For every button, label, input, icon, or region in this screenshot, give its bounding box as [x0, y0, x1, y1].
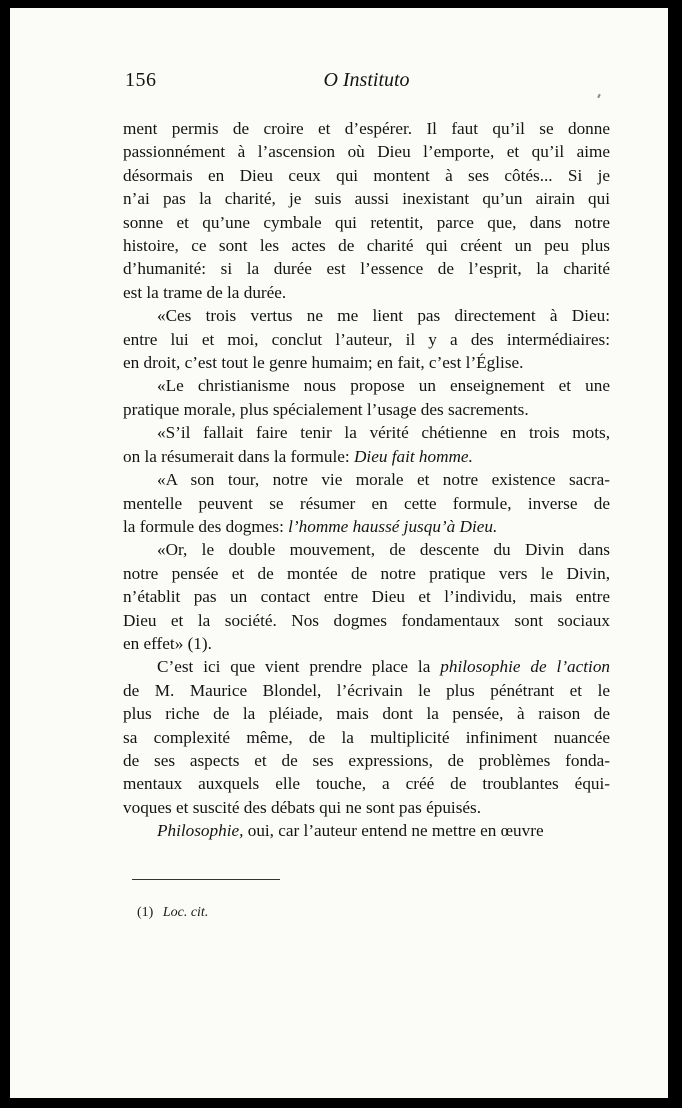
page-number: 156	[125, 69, 157, 91]
text-line: pratique morale, plus spécialement l’usage des sacrements.	[123, 399, 529, 419]
text-line: «Ces trois vertus ne me lient pas directement à Dieu:	[157, 306, 610, 326]
footnote-rule	[132, 879, 280, 880]
text-line: n’établit pas un contact entre Dieu et l’individu, mais entre	[123, 587, 610, 607]
text-line: sonne et qu’une cymbale qui retentit, parce que, dans notre	[123, 212, 610, 232]
text-line: passionnément à l’ascension où Dieu l’emporte, et qu’il aime	[123, 142, 610, 162]
text-line: ment permis de croire et d’espérer. Il faut qu’il se donne	[123, 119, 610, 138]
italic-phrase: Dieu fait homme.	[354, 446, 473, 466]
footnote	[137, 905, 208, 921]
running-title: O Instituto	[323, 69, 410, 91]
text-line: est la trame de la durée.	[123, 282, 287, 302]
body-text	[123, 117, 610, 843]
text-line: la formule des dogmes: l’homme haussé jusqu’à Dieu.	[123, 516, 498, 536]
text-line: Philosophie, oui, car l’auteur entend ne mettre en œuvre	[157, 821, 544, 841]
text-line: notre pensée et de montée de notre pratique vers le Divin,	[123, 563, 610, 583]
text-line: «S’il fallait faire tenir la vérité chétienne en trois mots,	[157, 423, 610, 443]
text-line: en effet» (1).	[123, 633, 212, 653]
paragraph	[123, 538, 610, 655]
text-line: entre lui et moi, conclut l’auteur, il y a des intermédiaires:	[123, 329, 610, 349]
text-line: plus riche de la pléiade, mais dont la pensée, à raison de	[123, 704, 610, 724]
text-line: désormais en Dieu ceux qui montent à ses côtés... Si je	[123, 165, 610, 185]
text-line: mentaux auxquels elle touche, a créé de troublantes équi-	[123, 774, 610, 794]
text-line: histoire, ce sont les actes de charité qui créent un peu plus	[123, 236, 610, 256]
paragraph	[123, 304, 610, 374]
paragraph	[123, 374, 610, 421]
text-line: on la résumerait dans la formule: Dieu fait homme.	[123, 446, 473, 466]
page-header	[123, 66, 610, 96]
text-line: sa complexité même, de la multiplicité infiniment nuancée	[123, 727, 610, 747]
page-frame	[10, 8, 668, 1098]
footnote-citation: Loc. cit.	[162, 905, 209, 920]
document-page	[123, 66, 610, 843]
text-line: C’est ici que vient prendre place la philosophie de l’action	[157, 657, 611, 677]
text-line: «A son tour, notre vie morale et notre existence sacra-	[157, 470, 610, 490]
italic-phrase: Philosophie,	[157, 821, 244, 841]
italic-phrase: philosophie de l’action	[440, 657, 611, 677]
paragraph	[123, 421, 610, 468]
text-line: de M. Maurice Blondel, l’écrivain le plus pénétrant et le	[123, 680, 610, 700]
paragraph	[123, 819, 610, 842]
text-line: n’ai pas la charité, je suis aussi inexistant qu’un airain qui	[123, 189, 610, 209]
paragraph	[123, 117, 610, 304]
paragraph	[123, 655, 610, 819]
paragraph	[123, 468, 610, 538]
text-line: en droit, c’est tout le genre humaim; en fait, c’est l’Église.	[123, 353, 524, 373]
text-line: «Le christianisme nous propose un enseignement et une	[157, 376, 610, 396]
text-line: mentelle peuvent se résumer en cette formule, inverse de	[123, 493, 610, 513]
text-line: voques et suscité des débats qui ne sont pas épuisés.	[123, 797, 482, 817]
text-line: «Or, le double mouvement, de descente du Divin dans	[157, 540, 610, 560]
text-line: de ses aspects et de ses expressions, de problèmes fonda-	[123, 750, 610, 770]
italic-phrase: l’homme haussé jusqu’à Dieu.	[288, 516, 498, 536]
text-line: Dieu et la société. Nos dogmes fondamentaux sont sociaux	[123, 610, 610, 630]
footnote-ref: (1)	[137, 905, 154, 920]
text-line: d’humanité: si la durée est l’essence de l’esprit, la charité	[123, 259, 610, 279]
